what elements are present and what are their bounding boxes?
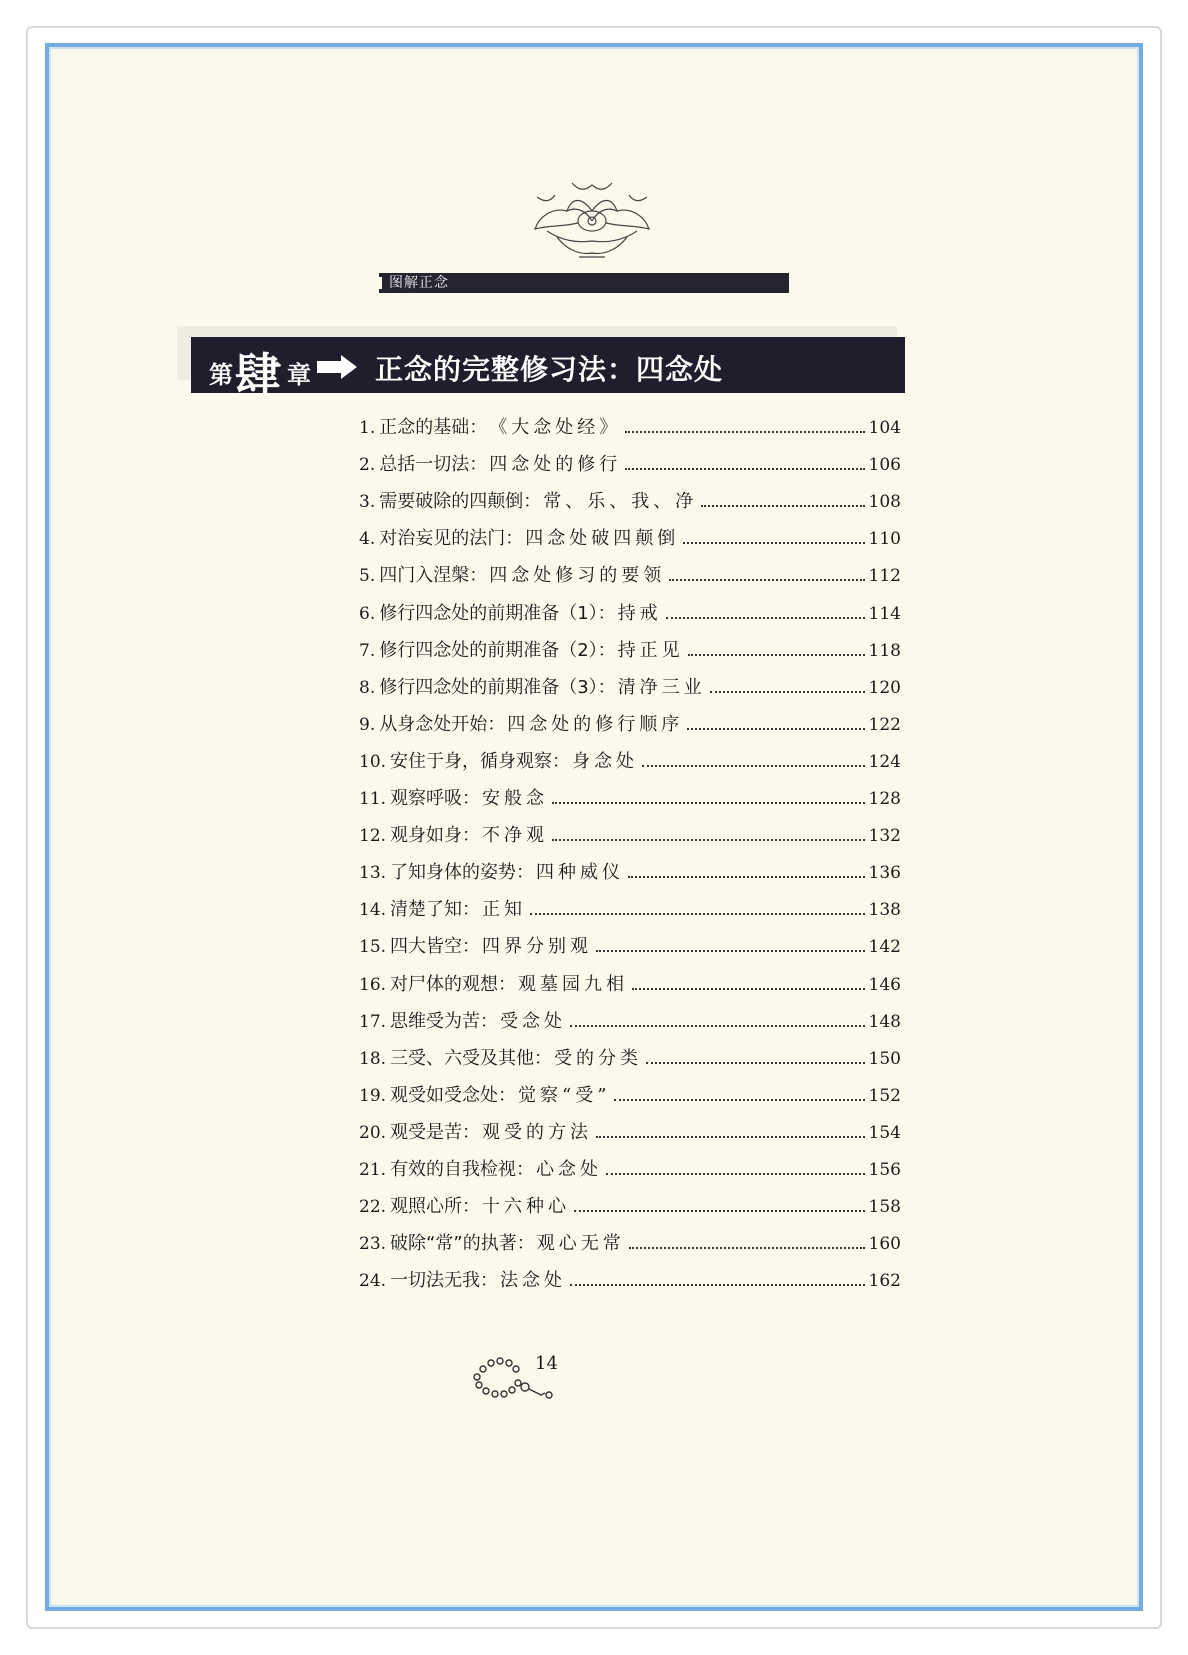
toc-entry [359,1192,901,1222]
toc-entry-subtitle: 心念处 [536,1159,603,1180]
toc-entry [359,1266,901,1296]
toc-entry [359,858,901,888]
toc-entry [359,561,901,591]
toc-entry-number: 8. [359,677,376,698]
toc-entry-title: 观受如受念处： [390,1084,517,1106]
toc-entry-title: 总括一切法： [379,454,488,476]
toc-entry [359,673,901,703]
toc-entry-title: 思维受为苦： [390,1010,499,1032]
toc-entry [359,970,901,1000]
toc-entry-subtitle: 四念处破四颠倒 [525,528,680,550]
toc-entry-title: 从身念处开始： [379,713,506,735]
toc-leader-dots [628,876,865,878]
running-header [379,273,789,293]
toc-entry-title: 对尸体的观想： [390,973,517,995]
header-label: 图解正念 [389,275,449,291]
toc-leader-dots [570,1025,865,1027]
toc-entry [359,636,901,666]
toc-entry-subtitle: 觉察“受” [518,1084,611,1106]
toc-entry-title: 观受是苦： [390,1121,481,1143]
toc-entry-number: 3. [359,492,376,513]
toc-entry-number: 9. [359,714,376,735]
toc-entry-title: 有效的自我检视： [390,1159,535,1180]
page-number: 14 [535,1353,558,1374]
toc-entry-title: 修行四念处的前期准备（1）： [379,602,616,624]
toc-entry [359,784,901,814]
toc-entry-number: 15. [359,937,387,958]
toc-entry-title: 安住于身，循身观察： [390,750,571,772]
toc-entry-number: 5. [359,566,376,587]
toc-entry-subtitle: 受的分类 [554,1047,643,1069]
toc-entry [359,1044,901,1074]
toc-leader-dots [625,431,864,433]
toc-entry-number: 23. [359,1234,387,1255]
toc-entry-page: 120 [868,677,901,698]
toc-entry-page: 108 [868,492,901,513]
toc-leader-dots [669,579,864,581]
toc-leader-dots [701,505,864,507]
toc-entry-page: 152 [868,1085,901,1106]
toc-entry-subtitle: 正知 [482,899,527,921]
chapter-heading [191,337,905,402]
toc-entry-subtitle: 观受的方法 [482,1121,593,1143]
toc-entry-page: 112 [868,566,901,587]
toc-entry-page: 154 [868,1122,901,1143]
toc-entry-page: 128 [868,789,901,809]
toc-entry-number: 19. [359,1085,387,1106]
toc-entry-page: 122 [868,714,901,735]
toc-entry-page: 160 [868,1234,901,1255]
chapter-title: 正念的完整修习法：四念处 [375,353,724,386]
toc-entry-subtitle: 安般念 [482,788,549,809]
toc-entry-subtitle: 观墓园九相 [518,973,629,995]
toc-entry-subtitle: 四种威仪 [536,862,625,884]
toc-leader-dots [596,950,865,952]
toc-entry-subtitle: 观心无常 [536,1233,625,1255]
chapter-number: 肆 [235,348,281,402]
toc-leader-dots [596,1136,865,1138]
toc-entry-title: 三受、六受及其他： [390,1047,553,1069]
arrow-right-icon [317,355,357,379]
toc-entry-page: 106 [868,455,901,476]
toc-entry-subtitle: 常、乐、我、净 [543,491,698,513]
toc-entry-number: 20. [359,1122,387,1143]
toc-entry-subtitle: 四界分别观 [482,936,593,958]
toc-entry-page: 148 [868,1011,901,1032]
toc-entry-page: 110 [868,529,901,550]
toc-entry-number: 4. [359,529,376,550]
toc-entry-title: 需要破除的四颠倒： [379,491,542,513]
toc-entry-number: 6. [359,603,376,624]
toc-entry-page: 142 [868,937,901,958]
toc-entry-subtitle: 《大念处经》 [489,417,622,438]
toc-entry-title: 观照心所： [390,1196,481,1218]
toc-entry-title: 破除“常”的执著： [390,1233,535,1255]
toc-leader-dots [606,1173,865,1175]
toc-entry-subtitle: 持正见 [617,639,684,661]
toc-entry-page: 136 [868,863,901,884]
toc-leader-dots [574,1210,865,1212]
toc-leader-dots [530,913,865,915]
toc-entry-number: 1. [359,418,376,438]
toc-entry [359,747,901,777]
toc-entry-page: 124 [868,751,901,772]
toc-entry [359,524,901,554]
toc-entry-subtitle: 清净三业 [617,676,706,698]
toc-leader-dots [614,1099,864,1101]
toc-entry-subtitle: 受念处 [500,1010,567,1032]
toc-entry-number: 2. [359,455,376,476]
toc-entry-title: 对治妄见的法门： [379,528,524,550]
toc-entry-subtitle: 身念处 [572,750,639,772]
toc-leader-dots [642,765,865,767]
toc-entry-number: 13. [359,863,387,884]
toc-entry [359,450,901,480]
header-tick [379,277,382,289]
toc-entry-subtitle: 持戒 [617,602,662,624]
toc-entry-number: 16. [359,974,387,995]
toc-entry-page: 138 [868,900,901,921]
toc-leader-dots [710,691,865,693]
toc-entry-title: 观察呼吸： [390,788,481,809]
toc-entry-page: 132 [868,826,901,847]
toc-entry-page: 118 [868,640,901,661]
toc-leader-dots [625,468,864,470]
toc-entry-subtitle: 四念处修习的要领 [489,565,666,587]
toc-entry-page: 158 [868,1197,901,1218]
toc-entry-subtitle: 十六种心 [482,1196,571,1218]
toc-entry [359,1229,901,1259]
toc-entry-title: 一切法无我： [390,1270,499,1292]
lotus-ornament-icon [527,177,657,263]
toc-entry-number: 21. [359,1160,387,1180]
toc-entry [359,599,901,629]
toc-leader-dots [629,1247,865,1249]
book-page [45,43,1143,1611]
toc-entry-number: 18. [359,1048,387,1069]
toc-leader-dots [570,1284,865,1286]
toc-entry [359,1081,901,1111]
toc-entry-title: 正念的基础： [379,417,488,438]
toc-leader-dots [666,617,865,619]
toc-entry [359,895,901,925]
toc-entry-number: 10. [359,751,387,772]
toc-entry-number: 17. [359,1011,387,1032]
toc-entry-number: 14. [359,900,387,921]
toc-entry-number: 11. [359,789,387,809]
toc-entry [359,1155,901,1185]
chapter-prefix: 第 [209,361,233,389]
toc-entry-subtitle: 法念处 [500,1270,567,1292]
toc-entry-title: 修行四念处的前期准备（3）： [379,676,616,698]
toc-entry-title: 清楚了知： [390,899,481,921]
toc-leader-dots [688,654,865,656]
toc-entry-title: 了知身体的姿势： [390,862,535,884]
toc-entry-number: 24. [359,1271,387,1292]
toc-leader-dots [683,542,864,544]
toc-entry-subtitle: 四念处的修行 [489,454,622,476]
toc-leader-dots [687,728,864,730]
toc-entry-title: 观身如身： [390,825,481,847]
toc-entry-title: 修行四念处的前期准备（2）： [379,639,616,661]
toc-entry-title: 四门入涅槃： [379,565,488,587]
chapter-suffix: 章 [287,361,311,389]
toc-entry-page: 104 [868,418,901,438]
toc-entry-number: 22. [359,1197,387,1218]
toc-entry [359,1118,901,1148]
toc-entry-page: 146 [868,974,901,995]
toc-entry-title: 四大皆空： [390,936,481,958]
toc-leader-dots [552,802,865,804]
toc-leader-dots [632,988,865,990]
toc-entry-page: 114 [868,603,901,624]
toc-entry [359,413,901,443]
toc-entry-subtitle: 四念处的修行顺序 [507,713,684,735]
toc-leader-dots [552,839,865,841]
toc-leader-dots [646,1062,865,1064]
toc-entry [359,821,901,851]
toc-entry [359,932,901,962]
toc-entry-number: 7. [359,640,376,661]
toc-entry-page: 150 [868,1048,901,1069]
toc-entry-subtitle: 不净观 [482,825,549,847]
toc-entry [359,710,901,740]
toc-entry-page: 156 [868,1160,901,1180]
toc-entry [359,1007,901,1037]
toc-entry-page: 162 [868,1271,901,1292]
toc-entry-number: 12. [359,826,387,847]
toc-entry [359,487,901,517]
